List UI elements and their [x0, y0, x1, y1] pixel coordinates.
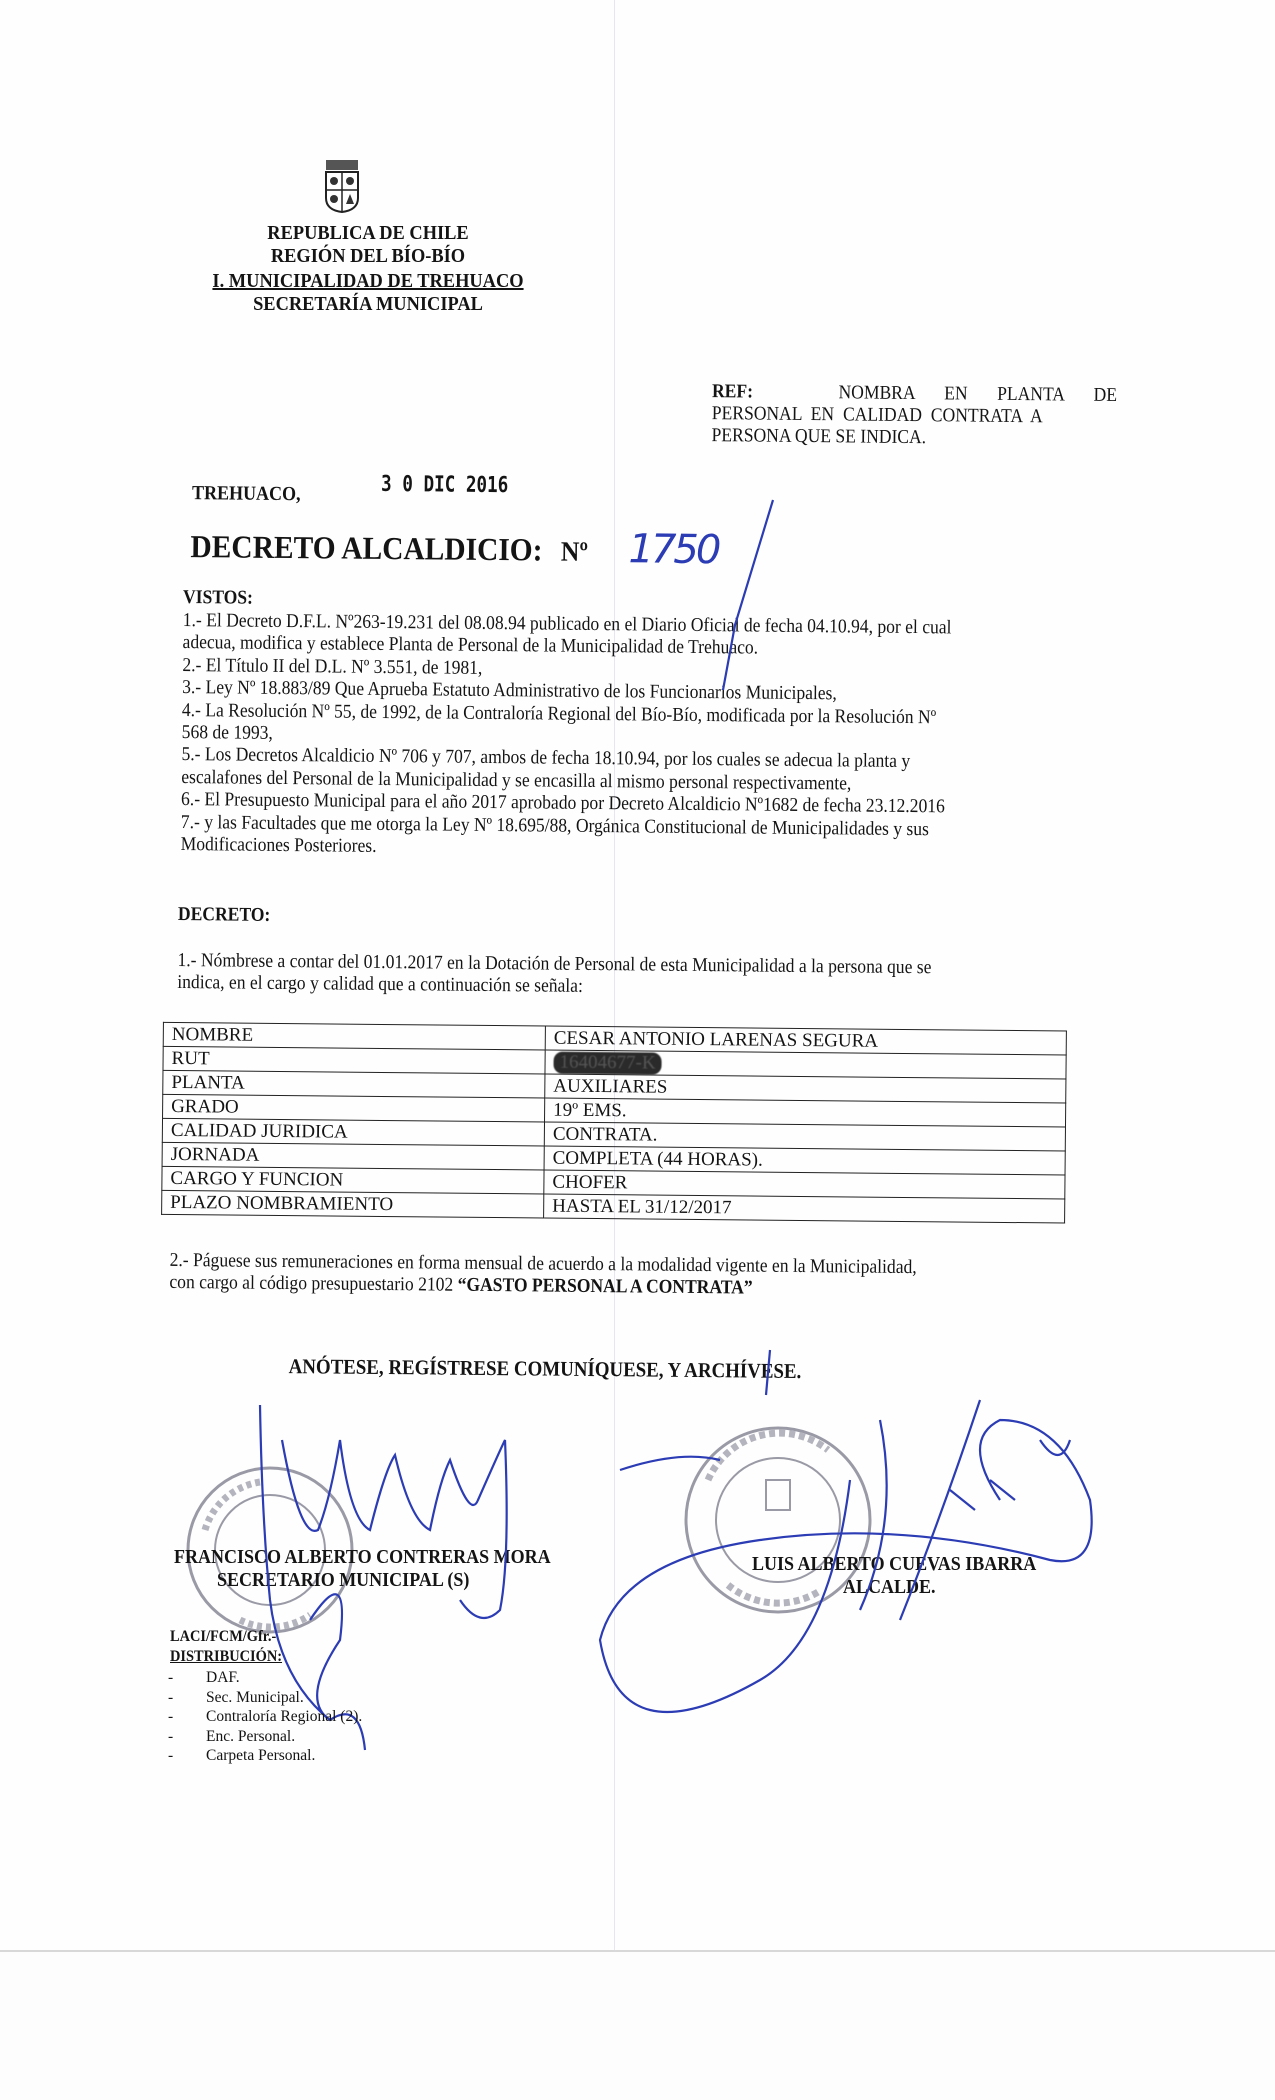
row-key: RUT	[163, 1046, 545, 1074]
list-item: - DAF.	[168, 1669, 240, 1686]
ref-line3: PERSONA QUE SE INDICA.	[711, 425, 927, 449]
distribution-item: Contraloría Regional (2).	[206, 1708, 363, 1725]
decree-number-label: Nº	[560, 536, 589, 568]
row-value: CHOFER	[544, 1170, 1065, 1199]
row-value: HASTA EL 31/12/2017	[544, 1194, 1065, 1223]
distribution-item: DAF.	[206, 1669, 240, 1686]
paragraph-line: indica, en el cargo y calidad que a continuación se señala:	[177, 972, 584, 998]
paragraph-text: con cargo al código presupuestario 2102	[169, 1272, 458, 1297]
distribution-item: Enc. Personal.	[206, 1727, 296, 1745]
row-value: 19º EMS.	[545, 1098, 1066, 1127]
list-item: - Enc. Personal.	[168, 1727, 296, 1745]
redacted-rut: 16404677-K	[553, 1052, 661, 1075]
vistos-line: 4.- La Resolución Nº 55, de 1992, de la Contraloría Regional del Bío-Bío, modificada por la Resolución Nº	[181, 699, 937, 728]
vistos-line: adecua, modifica y establece Planta de Personal de la Municipalidad de Trehuaco.	[182, 632, 759, 659]
distribution-list	[168, 1668, 362, 1766]
list-item: - Contraloría Regional (2).	[168, 1708, 363, 1725]
row-key: CARGO Y FUNCION	[162, 1166, 544, 1194]
distribution-item: Carpeta Personal.	[206, 1747, 316, 1764]
initials: LACI/FCM/Gfr.-	[170, 1628, 277, 1645]
row-value: CESAR ANTONIO LARENAS SEGURA	[545, 1026, 1066, 1055]
row-key: PLAZO NOMBRAMIENTO	[162, 1190, 544, 1218]
place: TREHUACO,	[191, 482, 301, 506]
row-key: JORNADA	[162, 1142, 544, 1170]
header-republic: REPUBLICA DE CHILE	[267, 222, 469, 244]
arch-mark	[766, 1350, 770, 1395]
vistos-line: 6.- El Presupuesto Municipal para el año 2017 aprobado por Decreto Alcaldicio Nº1682 de fecha 23.12.2016	[180, 789, 945, 818]
row-key: NOMBRE	[163, 1022, 545, 1050]
row-key: GRADO	[163, 1094, 545, 1122]
decreto-title: DECRETO:	[177, 903, 271, 926]
row-key: PLANTA	[163, 1070, 545, 1098]
right-signature	[600, 1400, 1092, 1712]
decree-number-slash	[723, 500, 773, 690]
right-signer-title: ALCALDE.	[843, 1576, 936, 1598]
paragraph-line: 2.- Páguese sus remuneraciones en forma mensual de acuerdo a la modalidad vigente en la Municipalidad,	[169, 1249, 917, 1279]
ref-line1: NOMBRA EN PLANTA DE	[838, 382, 1118, 406]
date-stamp: 3 0 DIC 2016	[380, 471, 509, 499]
row-value: COMPLETA (44 HORAS).	[544, 1146, 1065, 1175]
distribution-title: DISTRIBUCIÓN:	[170, 1648, 283, 1665]
list-item: - Sec. Municipal.	[168, 1688, 304, 1706]
vistos-line: Modificaciones Posteriores.	[180, 834, 377, 857]
ref-label: REF:	[711, 381, 754, 403]
left-signer-name: FRANCISCO ALBERTO CONTRERAS MORA	[174, 1546, 551, 1568]
vistos-line: 3.- Ley Nº 18.883/89 Que Aprueba Estatuto Administrativo de los Funcionarios Municipales,	[182, 677, 837, 705]
row-key: CALIDAD JURIDICA	[162, 1118, 544, 1146]
row-value: CONTRATA.	[544, 1122, 1065, 1151]
vistos-line: 1.- El Decreto D.F.L. Nº263-19.231 del 08.08.94 publicado en el Diario Oficial de fecha 04.10.94, por el cual	[182, 610, 952, 639]
closing-formula: ANÓTESE, REGÍSTRESE COMUNÍQUESE, Y ARCHÍVESE.	[288, 1354, 802, 1383]
header-secretaria: SECRETARÍA MUNICIPAL	[253, 293, 483, 315]
vistos-line: 568 de 1993,	[181, 722, 273, 744]
vistos-title: VISTOS:	[182, 587, 254, 609]
left-signer-title: SECRETARIO MUNICIPAL (S)	[217, 1569, 470, 1591]
distribution-item: Sec. Municipal.	[206, 1688, 304, 1706]
right-signer-name: LUIS ALBERTO CUEVAS IBARRA	[752, 1553, 1037, 1575]
header-region: REGIÓN DEL BÍO-BÍO	[270, 245, 466, 267]
vistos-line: escalafones del Personal de la Municipalidad y se encasilla al mismo personal respectivamente,	[181, 766, 852, 795]
ref-line2: PERSONAL EN CALIDAD CONTRATA A	[711, 403, 1043, 428]
decree-number-handwritten: 1750	[628, 526, 719, 574]
vistos-line: 7.- y las Facultades que me otorga la Ley Nº 18.695/88, Orgánica Constitucional de Municipalidades y sus	[180, 811, 930, 840]
list-item: - Carpeta Personal.	[168, 1747, 316, 1764]
header-municipality: I. MUNICIPALIDAD DE TREHUACO	[212, 270, 524, 292]
decree-title-text: DECRETO ALCALDICIO:	[190, 528, 543, 568]
vistos-line: 5.- Los Decretos Alcaldicio Nº 706 y 707, ambos de fecha 18.10.94, por los cuales se adecua la planta y	[181, 744, 911, 773]
row-value: AUXILIARES	[545, 1074, 1066, 1103]
paragraph-line: 1.- Nómbrese a contar del 01.01.2017 en la Dotación de Personal de esta Municipalidad a la persona que se	[177, 949, 932, 979]
budget-code-name: “GASTO PERSONAL A CONTRATA”	[457, 1275, 753, 1299]
vistos-line: 2.- El Título II del D.L. Nº 3.551, de 1981,	[182, 654, 483, 679]
